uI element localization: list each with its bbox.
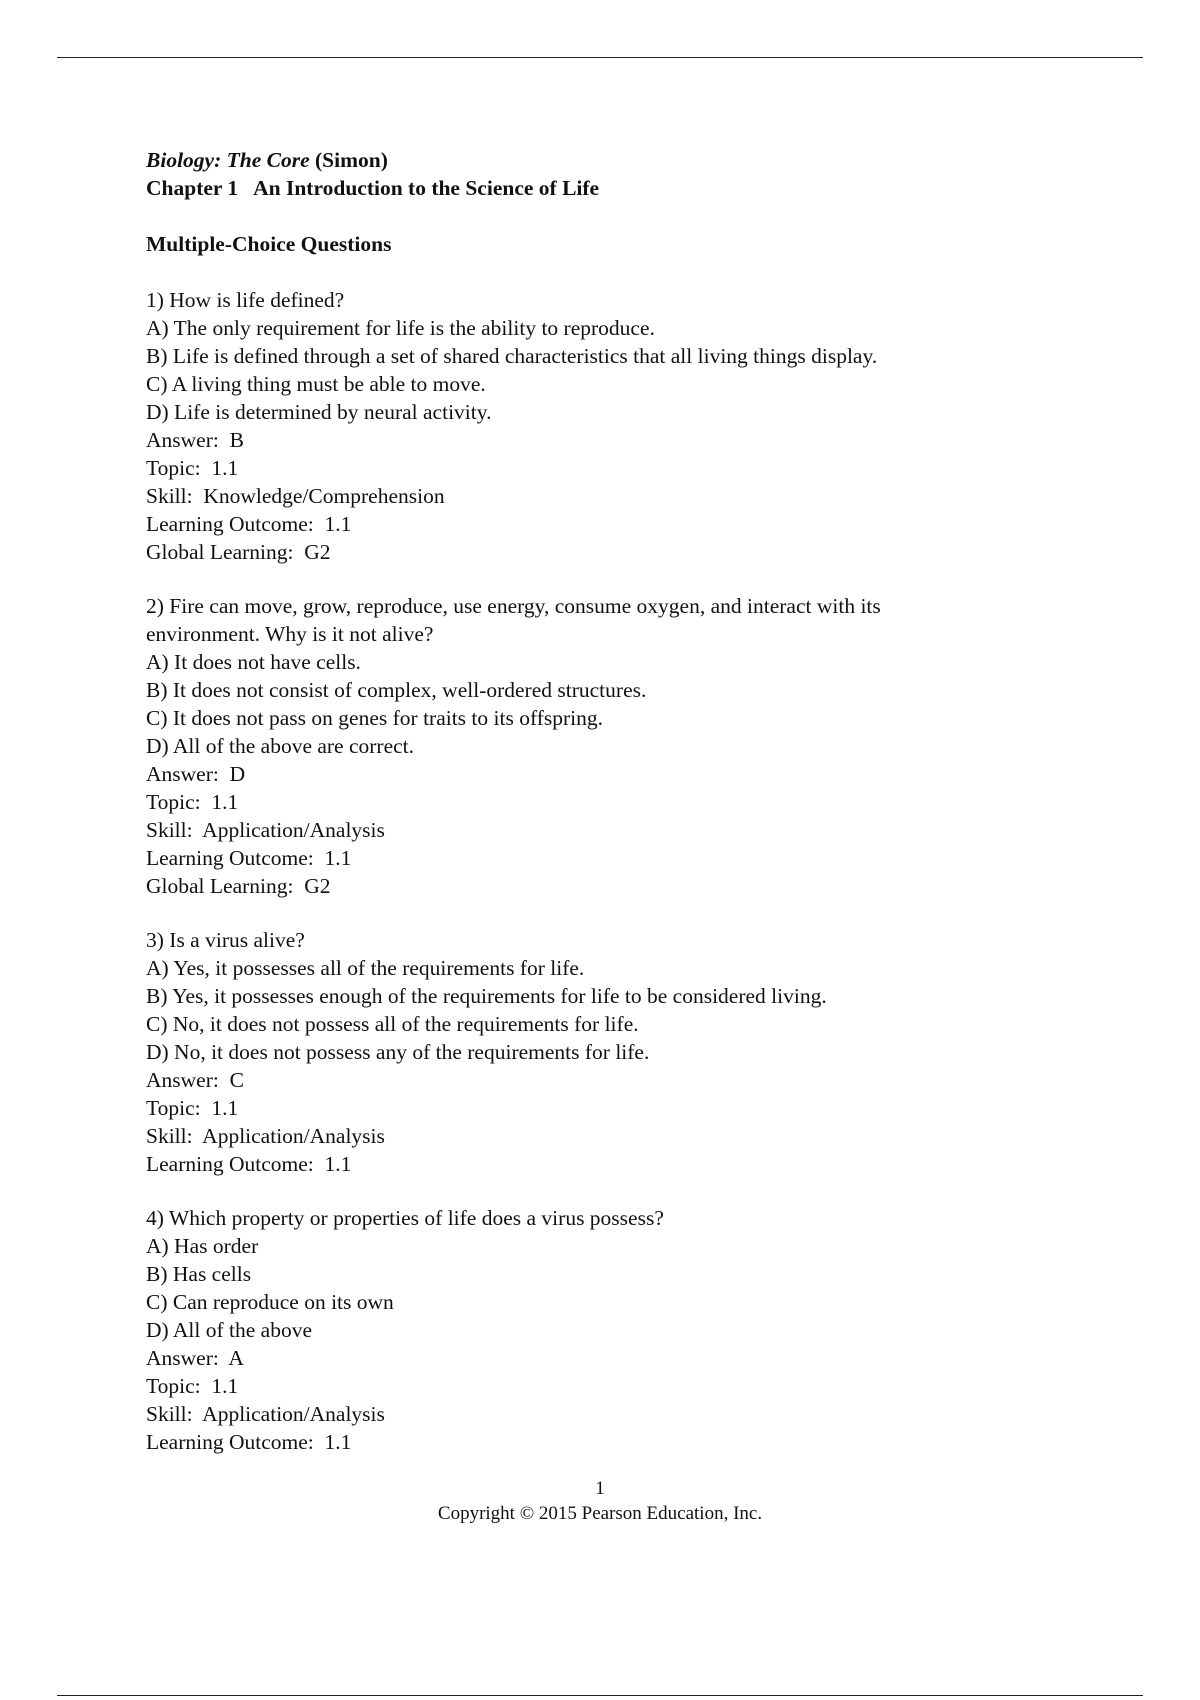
option-a: A) Has order — [146, 1234, 259, 1258]
global-learning: Global Learning: G2 — [146, 540, 331, 564]
topic: Topic: 1.1 — [146, 456, 239, 480]
option-d: D) All of the above are correct. — [146, 734, 415, 758]
question-4 — [146, 1204, 1126, 1456]
learning-outcome: Learning Outcome: 1.1 — [146, 1430, 352, 1454]
learning-outcome: Learning Outcome: 1.1 — [146, 512, 352, 536]
answer: Answer: B — [146, 428, 244, 452]
option-d: D) No, it does not possess any of the requirements for life. — [146, 1040, 650, 1064]
copyright-notice: Copyright © 2015 Pearson Education, Inc. — [437, 1503, 763, 1524]
option-b: B) Has cells — [146, 1262, 252, 1286]
option-b: B) Life is defined through a set of shared characteristics that all living things display. — [146, 344, 878, 368]
skill: Skill: Application/Analysis — [146, 818, 385, 842]
topic: Topic: 1.1 — [146, 1096, 239, 1120]
skill: Skill: Knowledge/Comprehension — [146, 484, 445, 508]
page-content — [146, 146, 1126, 1456]
page-number: 1 — [595, 1478, 605, 1499]
skill: Skill: Application/Analysis — [146, 1402, 385, 1426]
question-2 — [146, 592, 1126, 900]
book-title-line — [146, 146, 1126, 174]
question-1 — [146, 286, 1126, 566]
learning-outcome: Learning Outcome: 1.1 — [146, 846, 352, 870]
book-author: (Simon) — [315, 148, 388, 172]
answer: Answer: A — [146, 1346, 244, 1370]
question-stem: 1) How is life defined? — [146, 288, 345, 312]
bottom-rule — [57, 1695, 1143, 1696]
global-learning: Global Learning: G2 — [146, 874, 331, 898]
topic: Topic: 1.1 — [146, 790, 239, 814]
option-d: D) Life is determined by neural activity. — [146, 400, 492, 424]
option-b: B) It does not consist of complex, well-ordered structures. — [146, 678, 647, 702]
question-stem: 2) Fire can move, grow, reproduce, use energy, consume oxygen, and interact with its environment. Why is it not alive? — [146, 594, 881, 646]
section-heading: Multiple-Choice Questions — [146, 232, 392, 256]
option-b: B) Yes, it possesses enough of the requirements for life to be considered living. — [146, 984, 827, 1008]
book-title: Biology: The Core — [146, 148, 310, 172]
option-c: C) It does not pass on genes for traits to its offspring. — [146, 706, 604, 730]
option-a: A) The only requirement for life is the ability to reproduce. — [146, 316, 655, 340]
answer: Answer: D — [146, 762, 246, 786]
question-stem: 4) Which property or properties of life does a virus possess? — [146, 1206, 664, 1230]
skill: Skill: Application/Analysis — [146, 1124, 385, 1148]
option-c: C) No, it does not possess all of the requirements for life. — [146, 1012, 639, 1036]
option-a: A) It does not have cells. — [146, 650, 361, 674]
option-d: D) All of the above — [146, 1318, 312, 1342]
option-c: C) A living thing must be able to move. — [146, 372, 486, 396]
top-rule — [57, 57, 1143, 58]
option-c: C) Can reproduce on its own — [146, 1290, 394, 1314]
question-3 — [146, 926, 1126, 1178]
learning-outcome: Learning Outcome: 1.1 — [146, 1152, 352, 1176]
option-a: A) Yes, it possesses all of the requirements for life. — [146, 956, 585, 980]
topic: Topic: 1.1 — [146, 1374, 239, 1398]
question-stem: 3) Is a virus alive? — [146, 928, 305, 952]
chapter-heading: Chapter 1 An Introduction to the Science of Life — [146, 176, 600, 200]
answer: Answer: C — [146, 1068, 244, 1092]
